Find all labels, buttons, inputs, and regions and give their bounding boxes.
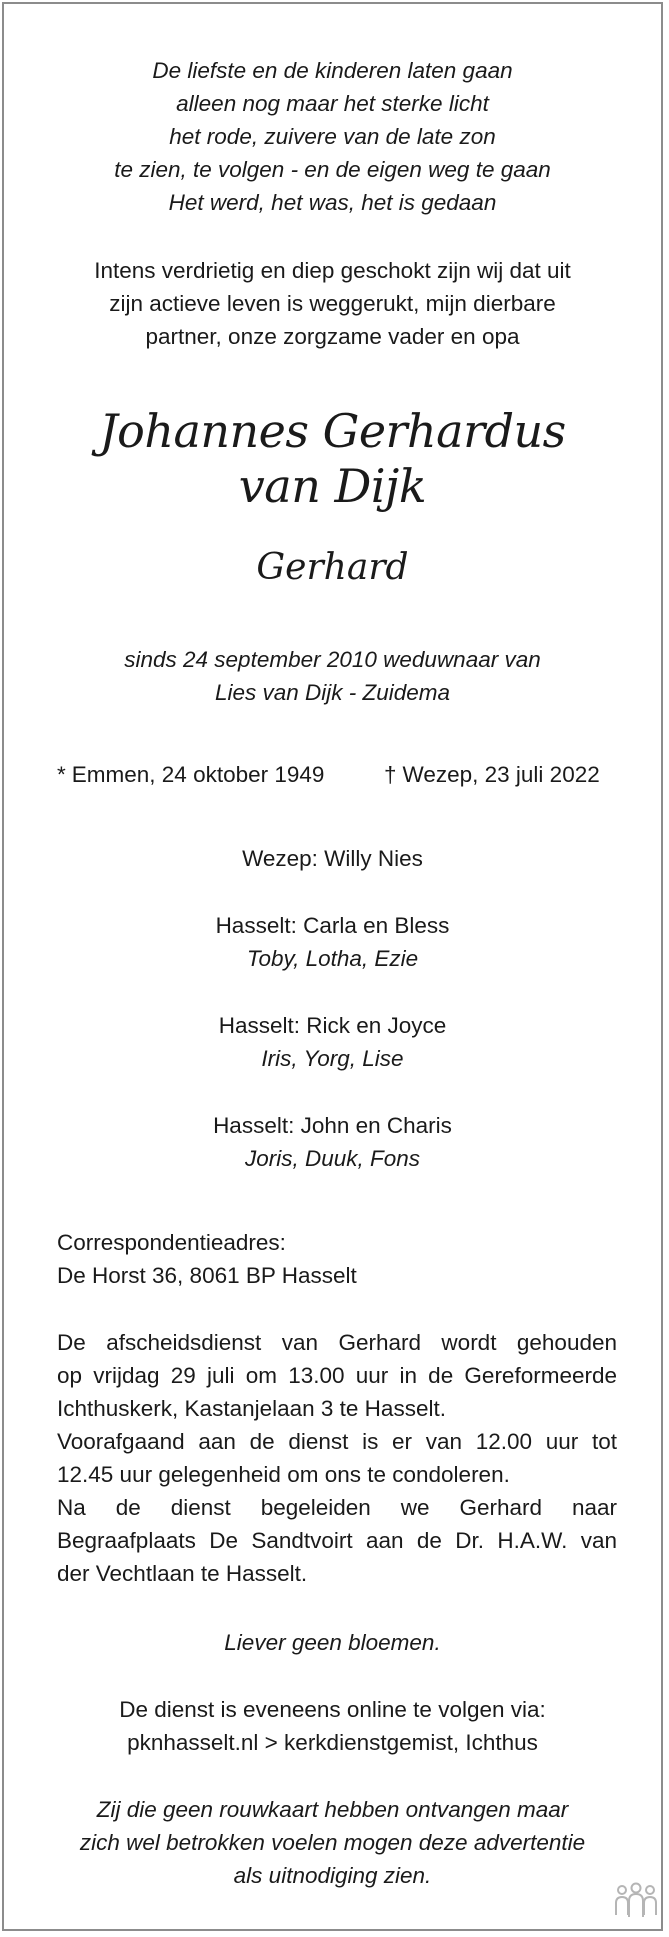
family-main: Hasselt: John en Charis [213, 1113, 452, 1138]
correspondence-label: Correspondentieadres: [57, 1230, 286, 1255]
service-details [57, 1326, 617, 1590]
deceased-name-line2: van Dijk [238, 459, 427, 513]
family-group [4, 1009, 661, 1075]
correspondence-address-text: De Horst 36, 8061 BP Hasselt [57, 1263, 357, 1288]
correspondence-address [57, 1226, 617, 1292]
obituary-card [2, 2, 663, 1931]
no-flowers-text: Liever geen bloemen. [224, 1630, 441, 1655]
family-children: Joris, Duuk, Fons [244, 1146, 421, 1171]
closing-note [4, 1793, 661, 1892]
family-group [4, 842, 661, 875]
service-line: der Vechtlaan te Hasselt. [57, 1561, 308, 1586]
service-line: Ichthuskerk, Kastanjelaan 3 te Hasselt. [57, 1396, 446, 1421]
closing-line: zich wel betrokken voelen mogen deze advertentie [79, 1830, 586, 1855]
online-service-note [4, 1693, 661, 1759]
service-line: Na de dienst begeleiden we Gerhard naar [57, 1495, 617, 1520]
death-date [384, 758, 600, 791]
intro-line: zijn actieve leven is weggerukt, mijn dierbare [109, 291, 556, 316]
intro-line: Intens verdrietig en diep geschokt zijn wij dat uit [94, 258, 571, 283]
death-cross-icon: † [384, 762, 397, 787]
intro-text [4, 254, 661, 353]
family-main: Hasselt: Carla en Bless [215, 913, 450, 938]
family-children: Iris, Yorg, Lise [261, 1046, 404, 1071]
intro-line: partner, onze zorgzame vader en opa [145, 324, 520, 349]
family-group [4, 1109, 661, 1175]
people-group-icon [612, 1881, 660, 1921]
service-line: 12.45 uur gelegenheid om ons te condoleren. [57, 1462, 510, 1487]
deceased-nickname [4, 548, 661, 588]
widower-line: sinds 24 september 2010 weduwnaar van [124, 647, 541, 672]
service-line: De afscheidsdienst van Gerhard wordt gehouden [57, 1330, 617, 1355]
service-line: op vrijdag 29 juli om 13.00 uur in de Gereformeerde [57, 1363, 617, 1388]
no-flowers-note [4, 1626, 661, 1659]
online-line: pknhasselt.nl > kerkdienstgemist, Ichthus [127, 1730, 538, 1755]
service-line: Begraafplaats De Sandtvoirt aan de Dr. H.A.W. van [57, 1528, 617, 1553]
family-children: Toby, Lotha, Ezie [246, 946, 419, 971]
poem-line: het rode, zuivere van de late zon [169, 124, 496, 149]
birth-text: Emmen, 24 oktober 1949 [71, 762, 325, 787]
poem [4, 54, 661, 219]
death-text: Wezep, 23 juli 2022 [402, 762, 600, 787]
deceased-name-line1: Johannes Gerhardus [99, 404, 566, 458]
widower-note [4, 643, 661, 709]
online-line: De dienst is eveneens online te volgen via: [119, 1697, 546, 1722]
service-line: Voorafgaand aan de dienst is er van 12.00 uur tot [57, 1429, 617, 1454]
poem-line: alleen nog maar het sterke licht [176, 91, 489, 116]
closing-line: als uitnodiging zien. [233, 1863, 432, 1888]
family-main: Hasselt: Rick en Joyce [218, 1013, 447, 1038]
birth-date [57, 758, 324, 791]
deceased-name [4, 404, 661, 514]
poem-line: De liefste en de kinderen laten gaan [152, 58, 513, 83]
birth-star-icon: * [57, 762, 66, 787]
nickname-text: Gerhard [256, 547, 409, 588]
widower-line: Lies van Dijk - Zuidema [214, 680, 451, 705]
closing-line: Zij die geen rouwkaart hebben ontvangen maar [96, 1797, 569, 1822]
poem-line: te zien, te volgen - en de eigen weg te gaan [114, 157, 551, 182]
poem-line: Het werd, het was, het is gedaan [168, 190, 497, 215]
family-group [4, 909, 661, 975]
family-main: Wezep: Willy Nies [242, 846, 423, 871]
